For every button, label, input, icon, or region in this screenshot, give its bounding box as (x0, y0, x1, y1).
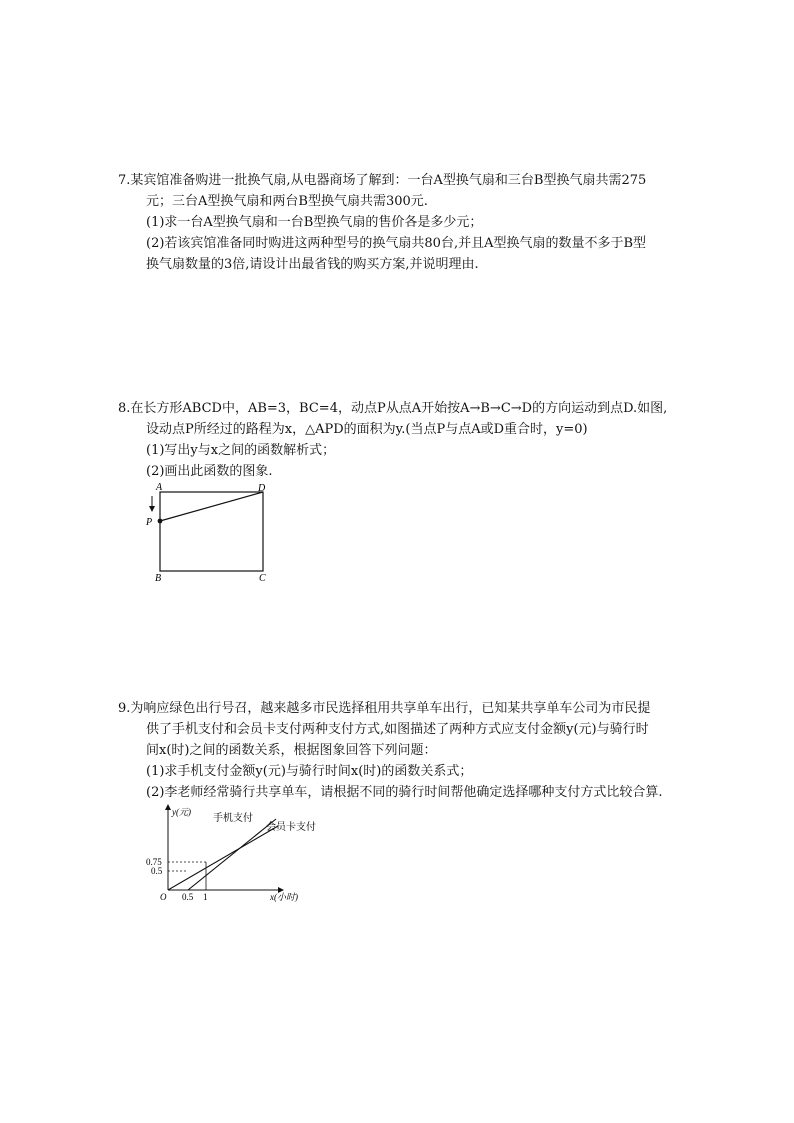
q8-part-1: (1)写出y与x之间的函数解析式； (146, 443, 336, 458)
y-tick-05: 0.5 (151, 866, 163, 876)
phone-payment-line (188, 819, 276, 890)
q9-line-2: 供了手机支付和会员卡支付两种支付方式,如图描述了两种方式应支付金额y(元)与骑行时 (146, 722, 649, 737)
phone-payment-label: 手机支付 (213, 813, 253, 824)
y-axis-label: y(元) (172, 807, 191, 817)
label-p: P (146, 517, 153, 528)
q9-part-1: (1)求手机支付金额y(元)与骑行时间x(时)的函数关系式； (146, 764, 473, 779)
label-d: D (258, 483, 266, 494)
origin-label: O (160, 892, 167, 902)
q7-line-2: 元；三台A型换气扇和两台B型换气扇共需300元. (146, 194, 428, 209)
q9-line-1: 9.为响应绿色出行号召，越来越多市民选择租用共享单车出行，已知某共享单车公司为市民提 (118, 701, 651, 716)
q7-part-2a: (2)若该宾馆准备同时购进这两种型号的换气扇共80台,并且A型换气扇的数量不多于B型 (146, 236, 647, 251)
payment-graph (140, 800, 320, 910)
x-tick-05: 0.5 (182, 892, 194, 902)
label-a: A (156, 482, 163, 493)
q8-line-1: 8.在长方形ABCD中，AB=3，BC=4，动点P从点A开始按A→B→C→D的方向运动到点D.如图, (118, 401, 668, 416)
q7-part-2b: 换气扇数量的3倍,请设计出最省钱的购买方案,并说明理由. (146, 257, 479, 272)
q9-part-2: (2)李老师经常骑行共享单车，请根据不同的骑行时间帮他确定选择哪种支付方式比较合算. (146, 785, 663, 800)
segment-pd (160, 492, 263, 521)
rectangle-figure (140, 478, 280, 586)
q8-part-2: (2)画出此函数的图象. (146, 464, 273, 479)
q9-line-3: 间x(时)之间的函数关系，根据图象回答下列问题： (146, 743, 437, 758)
y-tick-075: 0.75 (146, 857, 162, 867)
q7-part-1: (1)求一台A型换气扇和一台B型换气扇的售价各是多少元； (146, 215, 483, 230)
card-payment-line (168, 826, 278, 890)
label-c: C (259, 573, 266, 584)
q8-line-2: 设动点P所经过的路程为x，△APD的面积为y.(当点P与点A或D重合时，y=0) (146, 422, 588, 437)
label-b: B (155, 573, 162, 584)
y-axis-arrow-icon (165, 804, 171, 810)
arrowhead-icon (149, 506, 155, 512)
card-payment-label: 会员卡支付 (266, 822, 316, 833)
x-tick-1: 1 (203, 892, 208, 902)
x-axis-label: x(小时) (270, 892, 298, 902)
q7-line-1: 7.某宾馆准备购进一批换气扇,从电器商场了解到：一台A型换气扇和三台B型换气扇共需275 (118, 173, 647, 188)
point-p (158, 519, 163, 524)
rectangle-abcd (160, 492, 263, 571)
